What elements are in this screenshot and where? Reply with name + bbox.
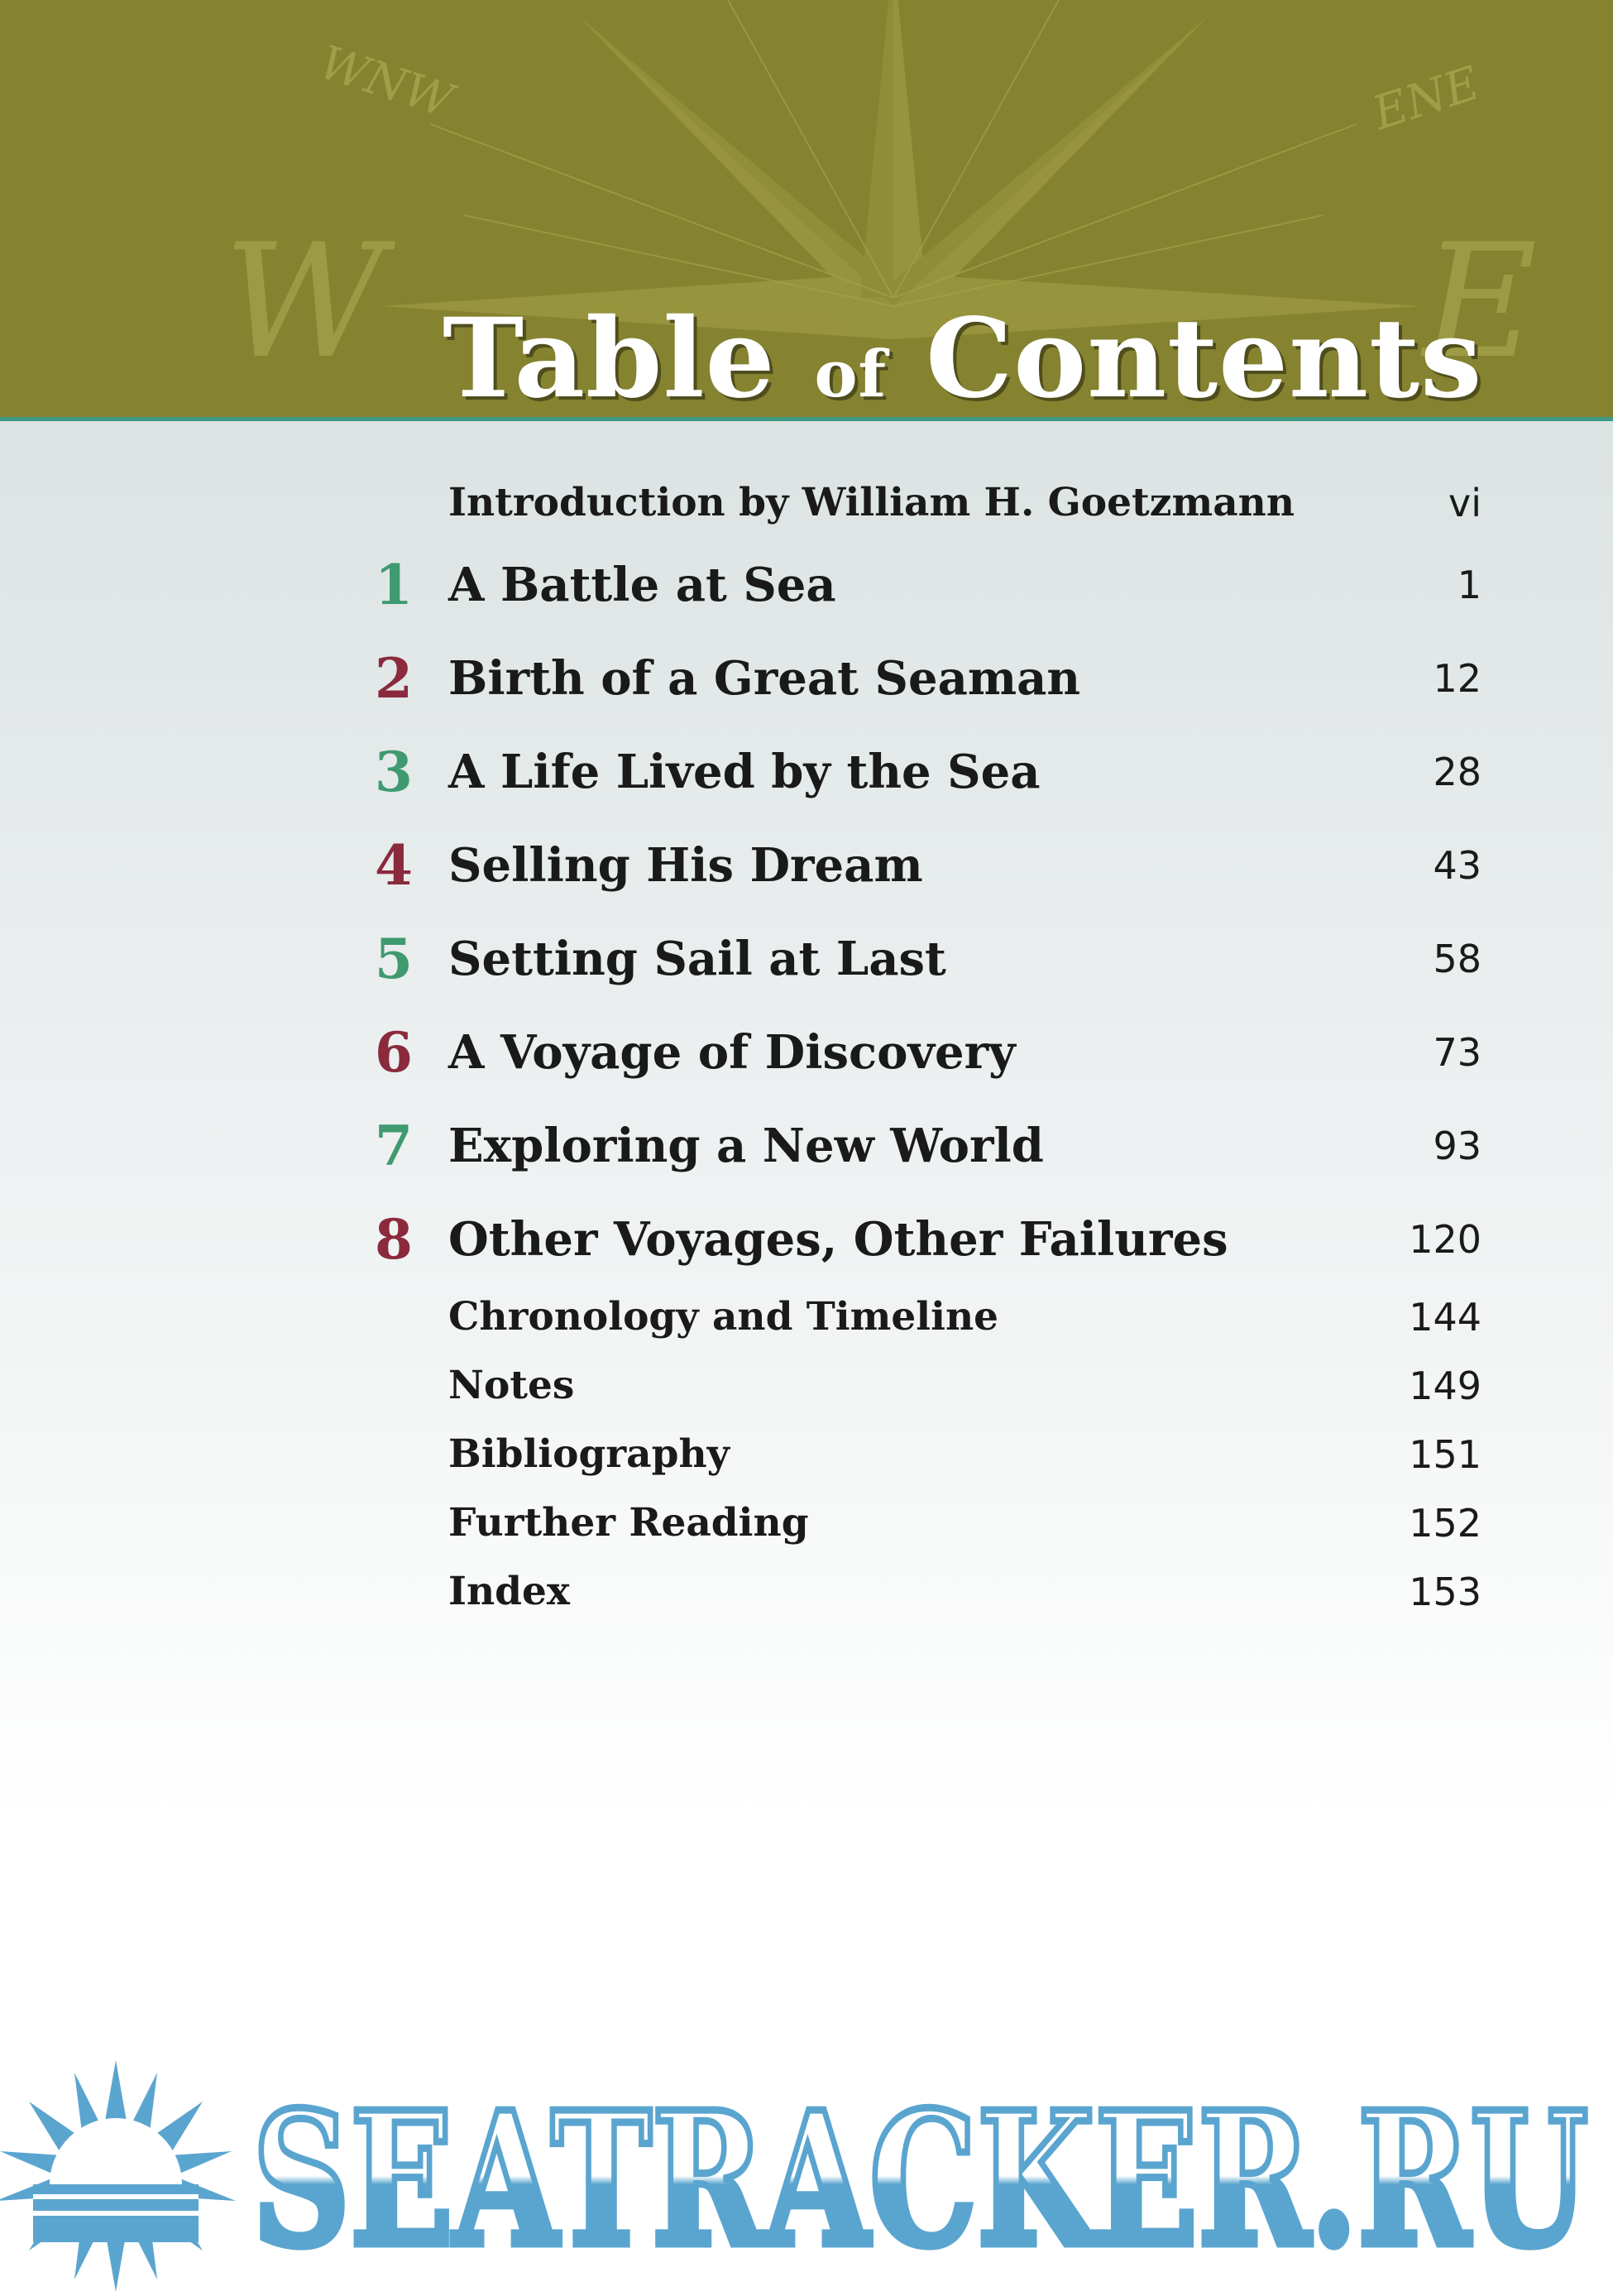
- chapter-number: 4: [375, 833, 413, 898]
- toc-entry-title: Birth of a Great Seaman: [448, 651, 1081, 706]
- chapter-number: 8: [375, 1207, 413, 1272]
- toc-entry-title: Bibliography: [448, 1431, 730, 1477]
- toc-entry-title: A Life Lived by the Sea: [448, 745, 1041, 799]
- toc-entry-page: 12: [1433, 656, 1481, 701]
- toc-entry-page: 1: [1457, 563, 1481, 607]
- toc-entry-chapter-7[interactable]: [0, 1113, 1613, 1179]
- toc-entry-chapter-8[interactable]: [0, 1206, 1613, 1273]
- chapter-number: 3: [375, 740, 413, 804]
- title-word-contents: Contents: [926, 295, 1483, 421]
- toc-entry-page: vi: [1448, 481, 1481, 525]
- toc-entry-notes[interactable]: [0, 1353, 1613, 1419]
- toc-entry-title: Introduction by William H. Goetzmann: [448, 480, 1295, 525]
- toc-entry-chapter-3[interactable]: [0, 739, 1613, 805]
- chapter-number: 6: [375, 1020, 413, 1085]
- toc-entry-page: 151: [1409, 1432, 1481, 1477]
- toc-entry-page: 144: [1409, 1295, 1481, 1340]
- toc-entry-chapter-4[interactable]: [0, 832, 1613, 899]
- compass-label-east: E: [1423, 210, 1538, 393]
- title-word-table: Table: [443, 295, 776, 421]
- toc-entry-bibliography[interactable]: [0, 1421, 1613, 1488]
- toc-entry-page: 28: [1433, 750, 1481, 794]
- toc-entry-title: Other Voyages, Other Failures: [448, 1212, 1228, 1267]
- watermark-logo: [0, 2052, 1613, 2296]
- toc-entry-title: Further Reading: [448, 1500, 809, 1546]
- watermark-text: SEATRACKER.RU: [252, 2073, 1588, 2288]
- toc-entry-page: 73: [1433, 1030, 1481, 1075]
- toc-entry-page: 93: [1433, 1124, 1481, 1168]
- chapter-number: 5: [375, 927, 413, 991]
- toc-entry-page: 43: [1433, 843, 1481, 888]
- toc-entry-page: 120: [1409, 1217, 1481, 1262]
- toc-entry-title: A Battle at Sea: [448, 558, 836, 612]
- toc-entry-chronology[interactable]: [0, 1284, 1613, 1350]
- toc-entry-title: Setting Sail at Last: [448, 932, 946, 986]
- toc-entry-chapter-6[interactable]: [0, 1019, 1613, 1086]
- toc-entry-chapter-5[interactable]: [0, 926, 1613, 992]
- sun-icon: [0, 2060, 236, 2292]
- toc-entry-index[interactable]: [0, 1559, 1613, 1625]
- chapter-number: 1: [375, 553, 413, 617]
- chapter-number: 2: [375, 646, 413, 711]
- compass-label-wnw: WNW: [313, 35, 459, 129]
- toc-entry-introduction[interactable]: [0, 470, 1613, 536]
- toc-entry-page: 152: [1409, 1501, 1481, 1546]
- toc-entry-title: Chronology and Timeline: [448, 1294, 999, 1340]
- toc-entry-title: Notes: [448, 1363, 575, 1408]
- toc-entry-title: Index: [448, 1569, 570, 1614]
- compass-label-west: W: [223, 210, 385, 393]
- toc-entry-page: 149: [1409, 1364, 1481, 1408]
- toc-entry-chapter-1[interactable]: [0, 552, 1613, 618]
- toc-entry-further-reading[interactable]: [0, 1490, 1613, 1556]
- title-word-of: of: [814, 337, 888, 412]
- toc-entry-title: A Voyage of Discovery: [448, 1025, 1016, 1080]
- toc-entry-title: Selling His Dream: [448, 838, 923, 893]
- toc-entry-page: 58: [1433, 937, 1481, 981]
- chapter-number: 7: [375, 1114, 413, 1178]
- toc-entry-title: Exploring a New World: [448, 1119, 1044, 1173]
- compass-label-ene: ENE: [1366, 56, 1486, 141]
- toc-entry-page: 153: [1409, 1570, 1481, 1614]
- toc-entry-chapter-2[interactable]: [0, 645, 1613, 712]
